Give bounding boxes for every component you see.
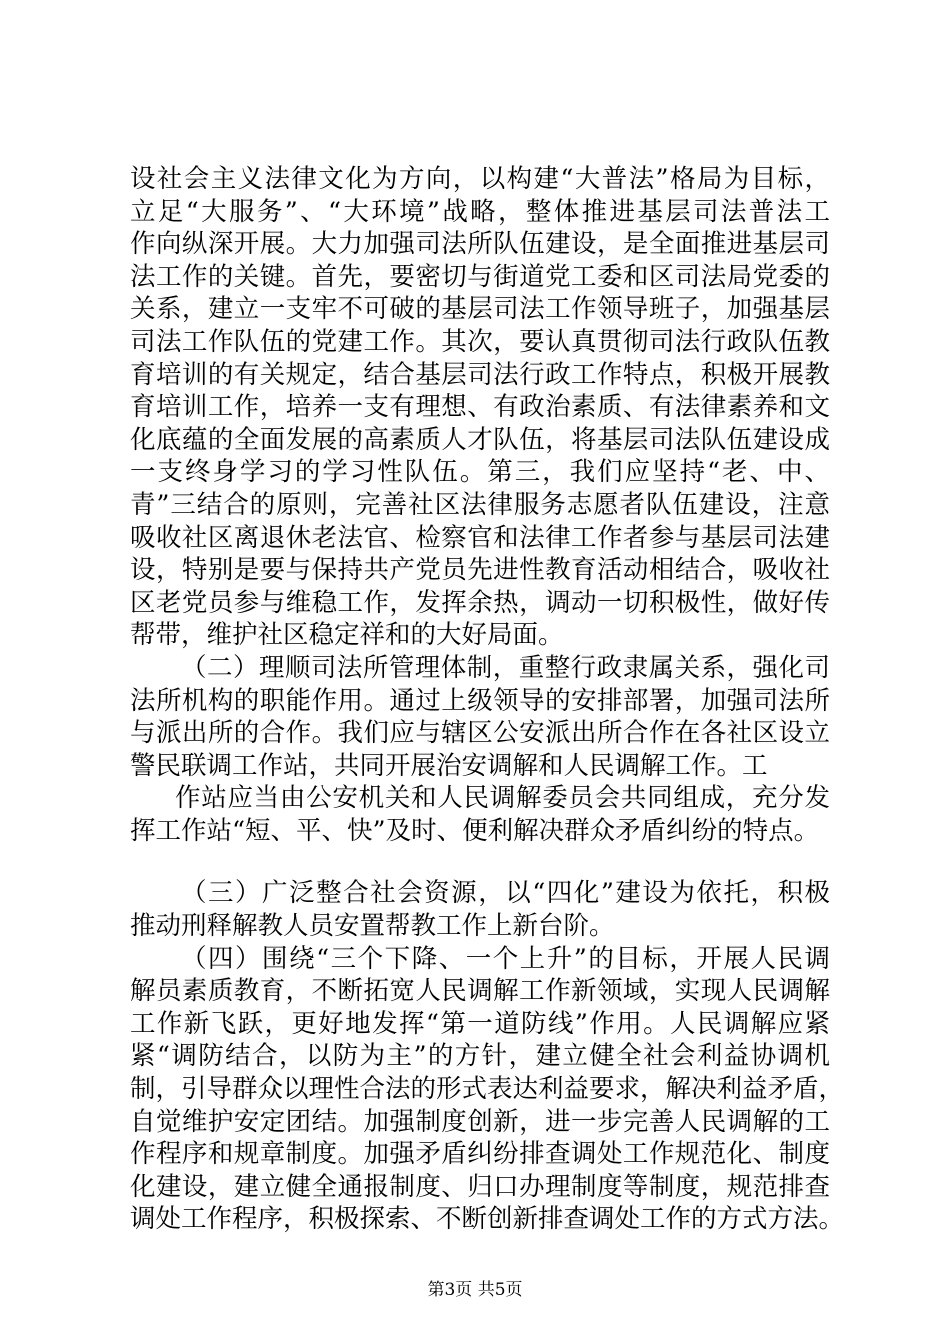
text-line: 设，特别是要与保持共产党员先进性教育活动相结合，吸收社 — [130, 555, 830, 586]
text-line: 作站应当由公安机关和人民调解委员会共同组成，充分发 — [175, 783, 830, 814]
text-line: 法所机构的职能作用。通过上级领导的安排部署，加强司法所 — [130, 685, 830, 716]
text-line: 化建设，建立健全通报制度、归口办理制度等制度，规范排查 — [130, 1171, 830, 1202]
text-line: 推动刑释解教人员安置帮教工作上新台阶。 — [130, 911, 615, 942]
text-line: 帮带，维护社区稳定祥和的大好局面。 — [130, 620, 564, 651]
text-line: 制，引导群众以理性合法的形式表达利益要求，解决利益矛盾， — [130, 1074, 845, 1105]
text-line: 吸收社区离退休老法官、检察官和法律工作者参与基层司法建 — [130, 522, 830, 553]
text-line: 设社会主义法律文化为方向，以构建“大普法”格局为目标， — [130, 164, 830, 194]
page-number-footer: 第3页 共5页 — [427, 1280, 523, 1300]
text-line: 调处工作程序，积极探索、不断创新排查调处工作的方式方法。 — [130, 1204, 845, 1235]
text-line: 挥工作站“短、平、快”及时、便利解决群众矛盾纠纷的特点。 — [130, 815, 820, 846]
text-line: 青”三结合的原则，完善社区法律服务志愿者队伍建设，注意 — [130, 489, 830, 520]
text-line: 育培训的有关规定，结合基层司法行政工作特点，积极开展教 — [130, 359, 830, 390]
text-line: （四）围绕“三个下降、一个上升”的目标，开展人民调 — [181, 943, 830, 974]
paragraph-gap — [130, 847, 830, 877]
text-line: 法工作的关键。首先，要密切与街道党工委和区司法局党委的 — [130, 261, 830, 292]
text-line: （二）理顺司法所管理体制，重整行政隶属关系，强化司 — [181, 652, 830, 683]
text-line: 自觉维护安定团结。加强制度创新，进一步完善人民调解的工 — [130, 1106, 830, 1137]
text-line: 化底蕴的全面发展的高素质人才队伍，将基层司法队伍建设成 — [130, 424, 830, 455]
text-line: 区老党员参与维稳工作，发挥余热，调动一切积极性，做好传 — [130, 587, 830, 618]
text-line: 立足“大服务”、“大环境”战略，整体推进基层司法普法工 — [130, 196, 830, 227]
text-line: 解员素质教育，不断拓宽人民调解工作新领域，实现人民调解 — [130, 976, 830, 1007]
text-line: 作程序和规章制度。加强矛盾纠纷排查调处工作规范化、制度 — [130, 1139, 830, 1170]
text-line: 紧“调防结合，以防为主”的方针，建立健全社会利益协调机 — [130, 1041, 830, 1072]
text-line: 司法工作队伍的党建工作。其次，要认真贯彻司法行政队伍教 — [130, 326, 830, 357]
text-line: 育培训工作，培养一支有理想、有政治素质、有法律素养和文 — [130, 392, 830, 423]
text-line: 关系，建立一支牢不可破的基层司法工作领导班子，加强基层 — [130, 294, 830, 325]
text-line: 工作新飞跃，更好地发挥“第一道防线”作用。人民调解应紧 — [130, 1008, 830, 1039]
text-line: 警民联调工作站，共同开展治安调解和人民调解工作。工 — [130, 750, 768, 781]
document-body — [130, 163, 845, 1236]
text-line: 一支终身学习的学习性队伍。第三，我们应坚持“老、中、 — [130, 457, 830, 488]
text-line: 与派出所的合作。我们应与辖区公安派出所合作在各社区设立 — [130, 718, 830, 749]
text-line: （三）广泛整合社会资源，以“四化”建设为依托，积极 — [181, 878, 830, 909]
text-line: 作向纵深开展。大力加强司法所队伍建设，是全面推进基层司 — [130, 229, 830, 260]
